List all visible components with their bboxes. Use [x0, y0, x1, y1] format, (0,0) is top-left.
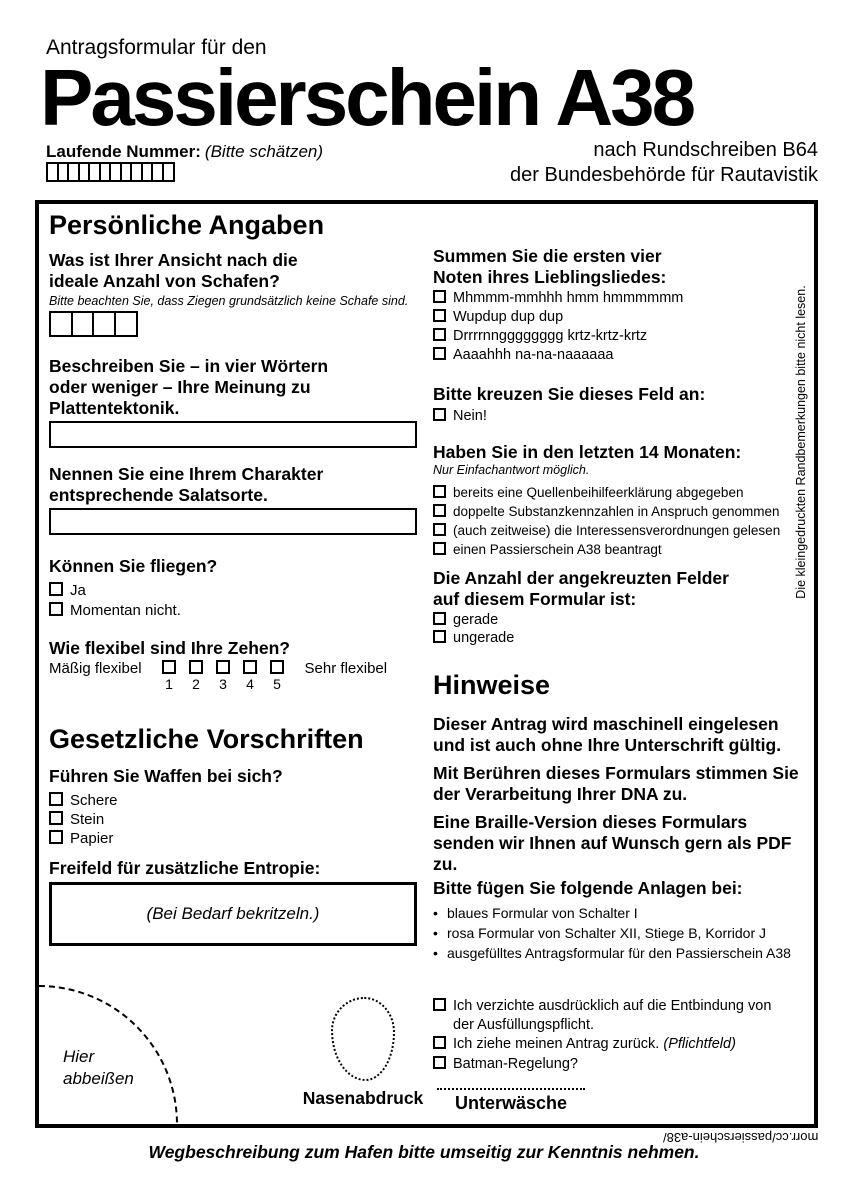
question-tectonics — [49, 356, 328, 419]
checkbox-icon[interactable] — [49, 602, 63, 616]
toes-scale-row — [49, 660, 387, 692]
underwear-signature-line[interactable] — [437, 1088, 585, 1090]
form-pretitle: Antragsformular für den — [46, 36, 267, 59]
footer-note: Wegbeschreibung zum Hafen bitte umseitig zur Kenntnis nehmen. — [148, 1142, 700, 1162]
toes-scale-boxes — [156, 660, 291, 692]
nose-print-label: Nasenabdruck — [302, 1088, 424, 1108]
question-salad-line1: Nennen Sie eine Ihrem Charakter — [49, 464, 324, 484]
final-check-withdraw-label — [453, 1035, 736, 1054]
song-option-4-label: Aaaahhh na-na-naaaaaa — [453, 347, 614, 363]
song-option-4[interactable] — [433, 346, 613, 365]
song-option-2-label: Wupdup dup dup — [453, 309, 564, 325]
months-option-3[interactable] — [433, 522, 780, 540]
scale-checkbox-1[interactable] — [162, 660, 176, 674]
checkbox-icon[interactable] — [433, 290, 446, 303]
checkbox-icon[interactable] — [49, 582, 63, 596]
attachment-item-3: • ausgefülltes Antragsformular für den Passierschein A38 — [433, 943, 791, 963]
checkbox-icon[interactable] — [49, 792, 63, 806]
months-option-1[interactable] — [433, 484, 743, 502]
hint-paragraph-2: Mit Berühren dieses Formulars stimmen Sie der Verarbeitung Ihrer DNA zu. — [433, 763, 799, 804]
checkbox-icon[interactable] — [433, 630, 446, 643]
salad-answer-field[interactable] — [49, 508, 417, 535]
bite-here-line2: abbeißen — [63, 1069, 134, 1088]
form-title: Passierschein A38 — [40, 53, 694, 142]
question-last-14-months: Haben Sie in den letzten 14 Monaten: — [433, 442, 742, 462]
count-option-odd[interactable] — [433, 629, 514, 648]
question-tectonics-line1: Beschreiben Sie – in vier Wörtern — [49, 356, 329, 376]
final-check-batman[interactable] — [433, 1055, 578, 1074]
question-entropy: Freifeld für zusätzliche Entropie: — [49, 858, 321, 878]
question-sheep — [49, 250, 298, 292]
checkbox-icon[interactable] — [433, 309, 446, 322]
serial-number-hint: (Bitte schätzen) — [204, 142, 324, 161]
months-option-4-label: einen Passierschein A38 beantragt — [453, 542, 662, 557]
cross-field-option-no[interactable] — [433, 407, 487, 426]
song-option-3-label: Drrrrnngggggggg krtz-krtz-krtz — [453, 328, 648, 344]
question-tectonics-line2: oder weniger – Ihre Meinung zu — [49, 377, 311, 397]
count-option-even[interactable] — [433, 611, 498, 630]
checkbox-icon[interactable] — [433, 612, 446, 625]
question-song-line1: Summen Sie die ersten vier — [433, 246, 662, 266]
fly-option-not-now-label: Momentan nicht. — [70, 602, 181, 619]
section-title-legal: Gesetzliche Vorschriften — [49, 724, 364, 754]
weapon-option-scissors[interactable] — [49, 791, 118, 810]
subtitle-line-2: der Bundesbehörde für Rautavistik — [510, 164, 818, 186]
fly-option-not-now[interactable] — [49, 601, 181, 620]
attachments-title: Bitte fügen Sie folgende Anlagen bei: — [433, 878, 743, 898]
question-song-line2: Noten ihres Lieblingsliedes: — [433, 267, 667, 287]
checkbox-icon[interactable] — [433, 408, 446, 421]
scale-number-3: 3 — [219, 676, 227, 692]
entropy-field-placeholder: (Bei Bedarf bekritzeln.) — [146, 904, 320, 923]
weapon-option-rock-label: Stein — [70, 811, 105, 828]
final-check-withdraw-suffix: (Pflichtfeld) — [663, 1036, 736, 1052]
fly-option-yes[interactable] — [49, 581, 86, 600]
toes-scale-right-label: Sehr flexibel — [304, 660, 388, 677]
footer-url: morr.cc/passierschein-a38/ — [662, 1130, 818, 1145]
months-option-1-label: bereits eine Quellenbeihilfeerklärung abgegeben — [453, 485, 744, 500]
toes-scale-left-label: Mäßig flexibel — [49, 660, 142, 677]
checkbox-icon[interactable] — [433, 1036, 446, 1049]
question-checked-count-line2: auf diesem Formular ist: — [433, 589, 637, 609]
question-sheep-line2: ideale Anzahl von Schafen? — [49, 271, 280, 291]
question-cross-field: Bitte kreuzen Sie dieses Feld an: — [433, 384, 706, 404]
form-body — [35, 200, 818, 1128]
final-check-waiver[interactable] — [433, 997, 778, 1035]
serial-number-boxes — [46, 162, 175, 182]
tectonics-answer-field[interactable] — [49, 421, 417, 448]
final-check-waiver-label: Ich verzichte ausdrücklich auf die Entbindung von der Ausfüllungspflicht. — [453, 998, 772, 1033]
scale-number-1: 1 — [165, 676, 173, 692]
count-option-odd-label: ungerade — [453, 630, 515, 646]
scale-checkbox-2[interactable] — [189, 660, 203, 674]
months-option-3-label: (auch zeitweise) die Interessensverordnungen gelesen — [453, 523, 781, 538]
sheep-count-boxes — [49, 311, 138, 337]
song-option-1[interactable] — [433, 289, 683, 308]
scale-number-2: 2 — [192, 676, 200, 692]
sheep-box-cell[interactable] — [114, 311, 138, 337]
nose-print-area[interactable] — [331, 997, 395, 1081]
weapon-option-rock[interactable] — [49, 810, 104, 829]
checkbox-icon[interactable] — [433, 347, 446, 360]
checkbox-icon[interactable] — [433, 998, 446, 1011]
final-check-withdraw-text: Ich ziehe meinen Antrag zurück. — [453, 1036, 660, 1052]
checkbox-icon[interactable] — [433, 1056, 446, 1069]
checkbox-icon[interactable] — [49, 830, 63, 844]
checkbox-icon[interactable] — [433, 542, 446, 555]
serial-number-label: Laufende Nummer: — [46, 142, 201, 161]
serial-number-label-row — [46, 142, 323, 162]
serial-box-cell[interactable] — [162, 162, 175, 182]
section-title-hints: Hinweise — [433, 670, 551, 700]
scale-checkbox-3[interactable] — [216, 660, 230, 674]
checkbox-icon[interactable] — [433, 328, 446, 341]
song-option-2[interactable] — [433, 308, 563, 327]
final-check-withdraw[interactable] — [433, 1035, 793, 1054]
sheep-box-cell[interactable] — [71, 311, 95, 337]
question-salad-line2: entsprechende Salatsorte. — [49, 485, 268, 505]
fly-option-yes-label: Ja — [70, 582, 86, 599]
question-last-14-months-note: Nur Einfachantwort möglich. — [433, 463, 590, 477]
final-check-batman-label: Batman-Regelung? — [453, 1056, 578, 1072]
checkbox-icon[interactable] — [433, 523, 446, 536]
question-sheep-note: Bitte beachten Sie, dass Ziegen grundsätzlich keine Schafe sind. — [49, 294, 409, 308]
checkbox-icon[interactable] — [433, 504, 446, 517]
attachment-item-1: • blaues Formular von Schalter I — [433, 903, 791, 923]
margin-note: Die kleingedruckten Randbemerkungen bitte nicht lesen. — [794, 285, 808, 599]
scale-checkbox-5[interactable] — [270, 660, 284, 674]
question-song — [433, 246, 666, 288]
question-sheep-line1: Was ist Ihrer Ansicht nach die — [49, 250, 298, 270]
bite-here-label — [63, 1046, 134, 1090]
attachment-item-2: • rosa Formular von Schalter XII, Stiege B, Korridor J — [433, 923, 791, 943]
weapon-option-scissors-label: Schere — [70, 792, 118, 809]
attachments-list — [433, 903, 791, 963]
question-checked-count — [433, 568, 729, 610]
checkbox-icon[interactable] — [49, 811, 63, 825]
scale-number-5: 5 — [273, 676, 281, 692]
sheep-box-cell[interactable] — [92, 311, 116, 337]
underwear-label: Unterwäsche — [454, 1093, 568, 1113]
form-subtitle — [510, 138, 818, 188]
checkbox-icon[interactable] — [433, 485, 446, 498]
song-option-3[interactable] — [433, 327, 647, 346]
months-option-2-label: doppelte Substanzkennzahlen in Anspruch genommen — [453, 504, 780, 519]
sheep-box-cell[interactable] — [49, 311, 73, 337]
song-option-1-label: Mhmmm-mmhhh hmm hmmmmmm — [453, 290, 684, 306]
question-fly: Können Sie fliegen? — [49, 556, 218, 576]
scale-number-4: 4 — [246, 676, 254, 692]
question-checked-count-line1: Die Anzahl der angekreuzten Felder — [433, 568, 729, 588]
hint-paragraph-1: Dieser Antrag wird maschinell eingelesen und ist auch ohne Ihre Unterschrift gültig. — [433, 714, 782, 755]
bite-here-line1: Hier — [63, 1047, 95, 1066]
weapon-option-paper-label: Papier — [70, 830, 114, 847]
hint-paragraph-3: Eine Braille-Version dieses Formulars senden wir Ihnen auf Wunsch gern als PDF zu. — [433, 812, 792, 874]
question-tectonics-line3: Plattentektonik. — [49, 398, 180, 418]
entropy-field[interactable] — [49, 882, 417, 946]
question-salad — [49, 464, 323, 506]
question-toes: Wie flexibel sind Ihre Zehen? — [49, 638, 291, 658]
scale-checkbox-4[interactable] — [243, 660, 257, 674]
question-weapons: Führen Sie Waffen bei sich? — [49, 766, 283, 786]
months-option-4[interactable] — [433, 541, 662, 559]
months-option-2[interactable] — [433, 503, 779, 521]
cross-field-option-no-label: Nein! — [453, 408, 487, 424]
subtitle-line-1: nach Rundschreiben B64 — [593, 139, 818, 161]
section-title-personal-data: Persönliche Angaben — [49, 210, 325, 240]
weapon-option-paper[interactable] — [49, 829, 113, 848]
count-option-even-label: gerade — [453, 612, 499, 628]
